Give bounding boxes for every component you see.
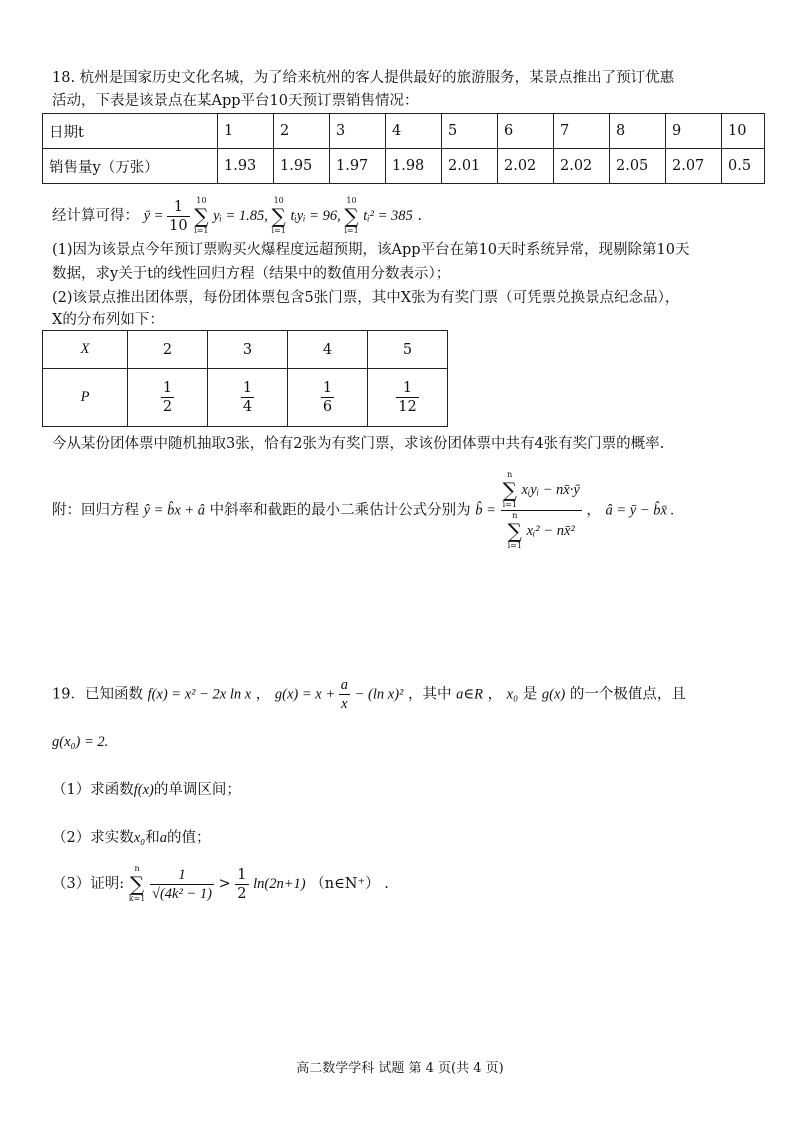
sales-cell: 1.98 [386,149,442,184]
q19-comma: ， [487,686,503,703]
sigma-glyph: ∑ [194,204,209,228]
q19-part1-f: f(x) [133,782,154,798]
stats-line [52,196,422,236]
q19-text: 的一个极值点，且 [569,686,686,703]
q18-intro-line1: 18. 杭州是国家历史文化名城，为了给来杭州的客人提供最好的旅游服务，某景点推出了预订优惠 [52,70,675,86]
sum-upper: n [512,511,518,520]
q19-part2-c: 的值； [166,830,211,846]
sum-upper: n [134,864,140,873]
date-row [43,114,765,149]
date-cell: 5 [442,114,498,149]
q19-part2-x0: x₀ [133,830,146,846]
stats-fraction [167,198,189,235]
sum-upper: 10 [196,196,207,205]
dist-x-row [43,331,448,369]
part3-fraction [150,866,214,903]
dist-x-cell: 2 [128,331,208,369]
page-footer: 高二数学学科 试题 第 4 页(共 4 页) [296,1061,504,1076]
appendix-den: xᵢ² − nx̄² [526,523,575,539]
sum-symbol [129,864,146,904]
q19-comma: ， [255,686,271,703]
q19-line1 [52,676,686,713]
stats-val3: tᵢ² = 385 [363,208,413,224]
part3-ln: ln(2n+1) [253,876,306,892]
q19-part1 [52,780,241,800]
sales-header: 销售量y（万张） [43,149,218,184]
sales-cell: 2.01 [442,149,498,184]
stats-frac-den: 10 [169,217,188,234]
part3-frac-den: √(4k² − 1) [151,885,212,902]
p-num: 1 [396,379,418,398]
part3-frac-num: 1 [150,866,214,885]
gx-symbol: g(x) [541,686,566,703]
q19-part3-a: （3）证明: [52,876,125,892]
appendix-eq: ŷ = b̂x + â [143,502,206,519]
g-def-b: − (ln x)² [354,686,404,703]
f-definition: f(x) = x² − 2x ln x [147,686,252,703]
q19-part2-b: 和 [145,830,160,846]
sigma-glyph: ∑ [344,204,359,228]
dist-x-cell: 3 [208,331,288,369]
sum-upper: n [507,470,513,479]
sum-symbol [272,196,286,236]
stats-end: . [417,208,422,224]
dist-p-cell [208,369,288,427]
dist-p-label: P [43,369,128,427]
date-cell: 9 [666,114,722,149]
g-frac-num: a [340,677,349,693]
q19-text: 是 [522,686,538,703]
sigma-glyph: ∑ [129,872,145,896]
g-fraction [339,676,350,713]
x0-symbol: x₀ [506,686,519,703]
date-cell: 1 [218,114,274,149]
dist-p-cell [368,369,448,427]
q19-part2-a: （2）求实数 [52,830,134,846]
dist-p-cell [128,369,208,427]
date-cell: 2 [274,114,330,149]
sum-lower: i=1 [344,226,359,235]
sigma-glyph: ∑ [271,204,286,228]
sales-table [42,113,765,184]
stats-val1: yᵢ = 1.85, [213,208,272,224]
sum-upper: 10 [273,196,284,205]
g-def-a: g(x) = x + [274,686,339,703]
part2-line1: (2)该景点推出团体票，每份团体票包含5张门票，其中X张为有奖门票（可凭票兑换景点纪念品）， [52,290,680,306]
appendix-prefix: 附：回归方程 [52,502,139,519]
dist-x-label: X [43,331,128,369]
part1-line2: 数据，求y关于t的线性回归方程（结果中的数值用分数表示）； [52,266,451,282]
part3-half [235,866,248,903]
sum-lower: i=1 [507,541,522,550]
sales-cell: 1.95 [274,149,330,184]
sales-cell: 2.02 [554,149,610,184]
sum-upper: 10 [346,196,357,205]
sigma-glyph: ∑ [502,478,517,502]
q19-line2: g(x₀) = 2. [52,734,109,750]
part2-line2: X的分布列如下： [52,312,164,328]
sum-lower: i=1 [194,226,209,235]
p-den: 2 [162,399,173,415]
dist-p-cell [288,369,368,427]
sales-cell: 1.97 [330,149,386,184]
appendix-line: 附：回归方程 ŷ = b̂x + â 中斜率和截距的最小二乘估计公式分别为 b̂ = n ∑ i=1 xᵢyᵢ − nx̄·ȳ n ∑ i=1 xᵢ² − nx̄² ， â = ȳ − b̂x̄ . [52,470,675,550]
dist-x-cell: 4 [288,331,368,369]
a-in-r: a∈R [456,686,483,703]
appendix-num: xᵢyᵢ − nx̄·ȳ [521,482,580,498]
dist-x-cell: 5 [368,331,448,369]
date-cell: 4 [386,114,442,149]
appendix-fraction [501,470,582,551]
g-frac-den: x [341,696,348,712]
appendix-b: b̂ = [475,502,496,519]
sales-cell: 2.07 [666,149,722,184]
sum-symbol [508,511,522,551]
part3-gt: > [218,876,236,892]
q19-part3 [52,860,389,908]
p-den: 4 [242,399,253,415]
sales-cell: 0.5 [722,149,765,184]
q19-text: ，其中 [408,686,452,703]
sum-lower: k=1 [128,894,146,903]
q19-line1-a: 19．已知函数 [52,686,143,703]
q19-part1-a: （1）求函数 [52,782,134,798]
sum-lower: i=1 [502,500,517,509]
sum-symbol [503,470,517,510]
p-num: 1 [242,380,253,396]
p-den: 12 [398,399,417,415]
q18-intro-line2: 活动，下表是该景点在某App平台10天预订票销售情况： [52,93,419,109]
appendix-den-row [501,511,582,551]
stats-frac-num: 1 [167,198,189,217]
q19-part1-b: 的单调区间； [153,782,241,798]
appendix-a: â = ȳ − b̂x̄ . [605,502,675,519]
date-cell: 6 [498,114,554,149]
sigma-glyph: ∑ [507,519,522,543]
sum-lower: i=1 [271,226,286,235]
part2-line3: 今从某份团体票中随机抽取3张，恰有2张为有奖门票，求该份团体票中共有4张有奖门票的概率. [52,436,665,452]
date-cell: 8 [610,114,666,149]
date-cell: 7 [554,114,610,149]
stats-val2: tᵢyᵢ = 96, [290,208,345,224]
part3-half-num: 1 [237,866,247,883]
appendix-num-row [501,470,582,511]
stats-ybar: ȳ = [143,208,168,224]
part3-cond: （n∈N⁺） [310,876,380,892]
part1-line1: (1)因为该景点今年预订票购买火爆程度远超预期，该App平台在第10天时系统异常，现剔除第10天 [52,242,690,258]
dist-p-row [43,369,448,427]
sum-symbol [344,196,358,236]
sales-row [43,149,765,184]
date-cell: 3 [330,114,386,149]
stats-prefix: 经计算可得： [52,208,139,224]
q19-part2 [52,828,210,848]
sum-symbol [194,196,208,236]
p-num: 1 [322,380,333,396]
date-cell: 10 [722,114,765,149]
p-num: 1 [162,380,173,396]
part3-end: . [384,876,389,892]
appendix-mid: 中斜率和截距的最小二乘估计公式分别为 [209,502,471,519]
p-den: 6 [322,399,333,415]
sales-cell: 2.02 [498,149,554,184]
distribution-table [42,330,448,427]
sales-cell: 1.93 [218,149,274,184]
date-header: 日期t [43,114,218,149]
part3-half-den: 2 [237,885,247,902]
sales-cell: 2.05 [610,149,666,184]
q19-part2-avar: a [159,830,167,846]
